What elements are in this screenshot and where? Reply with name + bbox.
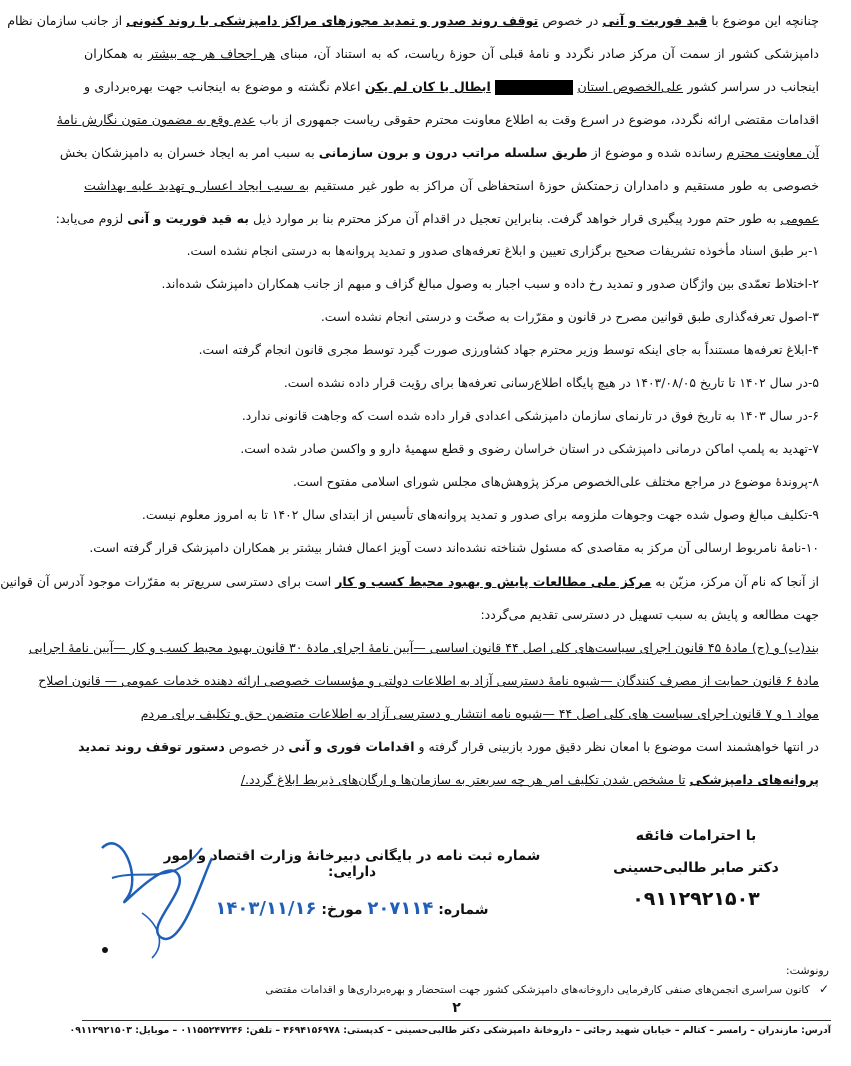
- redaction-bar: [495, 80, 573, 95]
- page-number: ۲: [452, 1000, 461, 1016]
- para2-line6: در انتها خواهشمند است موضوع با امعان نظر دقیق مورد بازبینی قرار گرفته و اقدامات فوری و آنی در خصوص دستور توقف روند تمدید: [78, 739, 819, 754]
- list-item: ۴-ابلاغ تعرفه‌ها مستنداً به جای اینکه توسط وزیر محترم جهاد کشاورزی صورت گیرد توسط مجری قانون انجام گرفته است.: [198, 343, 819, 357]
- signatory-phone: ۰۹۱۱۲۹۲۱۵۰۳: [632, 888, 760, 910]
- footer-address: آدرس: مازندران – رامسر – کتالم – خیابان شهید رجائی – داروخانهٔ دامپزشکی دکتر طالبی‌حسینی – کدپستی: ۴۶۹۴۱۵۶۹۷۸ – تلفن: ۰۱۱۵۵۲۴۷۲۴۶ – موبایل: ۰۹۱۱۲۹۲۱۵۰۳: [69, 1025, 831, 1036]
- cc-item: ✓ کانون سراسری انجمن‌های صنفی کارفرمایی داروخانه‌های دامپزشکی کشور جهت استحضار و بهره‌برداری‌ها و اقدامات مقتضی: [265, 982, 829, 996]
- registration-title: شماره ثبت نامه در بایگانی دبیرخانهٔ وزارت اقتصاد و امور دارایی:: [163, 848, 541, 880]
- para1-line7: عمومی به طور حتم مورد پیگیری قرار خواهد گرفت. بنابراین تعجیل در اقدام آن مرکز محترم بنا بر موارد ذیل به قید فوریت و آنی لزوم می‌یابد:: [55, 211, 819, 226]
- para2-line4: مادهٔ ۶ قانون حمایت از مصرف کنندگان —شیوه نامهٔ دسترسی آزاد به اطلاعات دولتی و مؤسسات خصوصی ارائه دهنده خدمات عمومی — قانون اصلاح: [38, 673, 819, 688]
- list-item: ۷-تهدید به پلمپ اماکن درمانی دامپزشکی در استان خراسان رضوی و قطع سهمیهٔ دارو و واکسن صادر شده است.: [240, 442, 819, 456]
- list-item: ۸-پروندهٔ موضوع در مراجع مختلف علی‌الخصوص مرکز پژوهش‌های مجلس شورای اسلامی مفتوح است.: [292, 475, 819, 489]
- para1-line6: خصوصی به طور مستقیم و دامداران زحمتکش حوزهٔ استحفاظی آن مراکز به طور غیر مستقیم به سبب ایجاد اعسار و تهدید علیه بهداشت: [84, 178, 819, 193]
- ink-dot: [102, 947, 108, 953]
- list-item: ۶-در سال ۱۴۰۳ به تاریخ فوق در تارنمای سازمان دامپزشکی اعدادی قرار داده شده است که وجاهت قانونی ندارد.: [241, 409, 819, 423]
- para1-line3: اینجانب در سراسر کشور علی‌الخصوص استان ابطال یا کان لم یکن اعلام نگشته و موضوع به اینجانب جهت بهره‌برداری و: [84, 79, 819, 94]
- list-item: ۱-بر طبق اسناد مأخوذه تشریفات صحیح برگزاری تعیین و ابلاغ تعرفه‌های صدور و تمدید پروانه‌ها به درستی انجام نشده است.: [186, 244, 819, 258]
- cc-title: رونوشت:: [785, 964, 829, 977]
- para1-line4: اقدامات مقتضی ارائه نگردد، موضوع در اسرع وقت به اطلاع معاونت محترم حقوقی ریاست جمهوری از باب عدم وقع به مضمون متون نگارش نامهٔ: [56, 112, 819, 127]
- list-item: ۲-اختلاط تعمّدی بین واژگان صدور و تمدید رخ داده و سبب اجبار به وصول مبالغ گزاف و مبهم از جانب همکاران دامپزشک شده‌اند.: [161, 277, 819, 291]
- para2-line7: پروانه‌های دامپزشکی تا مشخص شدن تکلیف امر هر چه سریعتر به سازمان‌ها و ارگان‌های ذیربط ابلاغ گردد./: [240, 772, 819, 787]
- para2-line5: مواد ۱ و ۷ قانون اجرای سیاست های کلی اصل ۴۴ —شیوه نامه انتشار و دسترسی آزاد به اطلاعات متضمن حق و تکلیف برای مردم: [140, 706, 819, 721]
- registration-date: ۱۴۰۳/۱۱/۱۶: [215, 898, 317, 919]
- para1-line1: چنانچه این موضوع با قید فوریت و آنی در خصوص توقف روند صدور و تمدید مجوزهای مراکز دامپزشکی با روند کنونی از جانب سازمان نظام: [7, 13, 819, 28]
- list-item: ۹-تکلیف مبالغ وصول شده جهت وجوهات ملزومه برای صدور و تمدید پروانه‌های تأسیس از ابتدای سال ۱۴۰۲ تا به امروز معلوم نیست.: [141, 508, 819, 522]
- laws-paragraph: [0, 565, 819, 796]
- para1-line2: دامپزشکی کشور از سمت آن مرکز صادر نگردد و نامهٔ قبلی آن حوزهٔ ریاست، که به استناد آن، مبنای هر اجحاف هر چه بیشتر به همکاران: [84, 46, 819, 61]
- handwritten-signature: [82, 818, 232, 968]
- para2-line2: جهت مطالعه و پایش به سبب تسهیل در دسترسی تقدیم می‌گردد:: [480, 607, 819, 622]
- list-item: ۱۰-نامهٔ نامربوط ارسالی آن مرکز به مقاصدی که مسئول شناخته نشده‌اند دست آویز اعمال فشار بیشتر بر همکاران دامپزشک قرار گرفته است.: [89, 541, 819, 555]
- list-item: ۵-در سال ۱۴۰۲ تا تاریخ ۱۴۰۳/۰۸/۰۵ در هیچ پایگاه اطلاع‌رسانی تعرفه‌ها برای رؤیت قرار داده نشده است.: [283, 376, 819, 390]
- registration-number: ۲۰۷۱۱۴: [367, 898, 434, 919]
- para2-line3: بند(ب) و (ج) مادهٔ ۴۵ قانون اجرای سیاست‌های کلی اصل ۴۴ قانون اساسی —آیین نامهٔ اجرای مادهٔ ۳۰ قانون بهبود محیط کسب و کار —آیین نامهٔ اجرایی: [28, 640, 819, 655]
- para2-line1: از آنجا که نام آن مرکز، مزیّن به مرکز ملی مطالعات پایش و بهبود محیط کسب و کار است برای دسترسی سریع‌تر به مقرّرات موجود آدرس آن قوانین: [0, 574, 819, 589]
- footer-divider: [82, 1020, 831, 1021]
- registration-line: شماره: ۲۰۷۱۱۴ مورخ: ۱۴۰۳/۱۱/۱۶: [215, 898, 489, 919]
- signatory-block: [601, 818, 791, 910]
- closing-phrase: با احترامات فائقه: [635, 828, 757, 844]
- checkmark-icon: ✓: [818, 982, 829, 996]
- list-item: ۳-اصول تعرفه‌گذاری طبق قوانین مصرح در قانون و مقرّرات به صحّت و درستی انجام نشده است.: [320, 310, 819, 324]
- para1-line5: آن معاونت محترم رسانده شده و موضوع از طریق سلسله مراتب درون و برون سازمانی به سبب امر به ایجاد خسران به دامپزشکان بخش: [59, 145, 819, 160]
- signatory-name: دکتر صابر طالبی‌حسینی: [613, 860, 779, 876]
- letter-body: [0, 4, 819, 796]
- reasons-list: [84, 235, 819, 565]
